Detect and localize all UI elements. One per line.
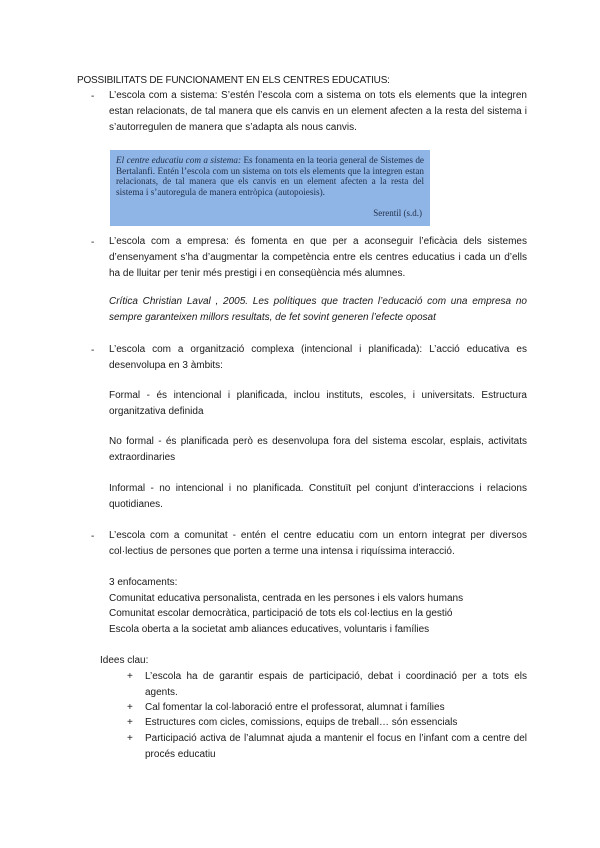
- plus-bullet: +: [127, 671, 133, 682]
- dash-bullet: -: [91, 237, 95, 248]
- enfocament-item: Comunitat educativa personalista, centrada en les persones i els valors humans: [109, 593, 464, 604]
- idees-label: Idees clau:: [100, 655, 149, 666]
- dash-bullet: -: [91, 345, 95, 356]
- empresa-critica: Crítica Christian Laval , 2005. Les polítiques que tracten l’educació com una empresa no sempre garanteixen millors resultats, de fet sovint generen l’efecte oposat: [109, 296, 527, 323]
- organitzacio-paragraph: L’escola com a organització complexa (intencional i planificada): L’acció educativa es desenvolupa en 3 àmbits:: [109, 344, 527, 371]
- informal-paragraph: Informal - no intencional i no planificada. Constituït pel conjunt d’interaccions i relacions quotidianes.: [109, 483, 527, 510]
- page-title: POSSIBILITATS DE FUNCIONAMENT EN ELS CENTRES EDUCATIUS:: [77, 75, 390, 86]
- dash-bullet: -: [91, 531, 95, 542]
- idea-item: L’escola ha de garantir espais de participació, debat i coordinació per a tots els agents.: [145, 671, 527, 698]
- quote-source: Serentil (s.d.): [373, 208, 422, 218]
- comunitat-paragraph: L’escola com a comunitat - entén el centre educatiu com un entorn integrat per diversos col·lectius de persones que porten a terme una intensa i riquíssima interacció.: [109, 530, 527, 557]
- no-formal-paragraph: No formal - és planificada però es desenvolupa fora del sistema escolar, esplais, activitats extraordinaries: [109, 436, 527, 463]
- plus-bullet: +: [127, 702, 133, 713]
- sistema-paragraph: L’escola com a sistema: S’estén l’escola com a sistema on tots els elements que la integren estan relacionats, de tal manera que els canvis en un element afecten a la resta del sistema i s’autorregulen de manera que s’adapta als nous canvis.: [109, 90, 527, 133]
- enfocaments-label: 3 enfocaments:: [109, 577, 178, 588]
- quote-box: [110, 150, 430, 226]
- dash-bullet: -: [91, 91, 95, 102]
- enfocament-item: Comunitat escolar democràtica, participació de tots els col·lectius en la gestió: [109, 608, 453, 619]
- plus-bullet: +: [127, 733, 133, 744]
- idea-item: Participació activa de l’alumnat ajuda a mantenir el focus en l’infant com a centre del procés educatiu: [145, 733, 527, 760]
- formal-paragraph: Formal - és intencional i planificada, inclou instituts, escoles, i universitats. Estructura organitzativa definida: [109, 390, 527, 417]
- idea-item: Cal fomentar la col·laboració entre el professorat, alumnat i famílies: [145, 702, 445, 713]
- enfocament-item: Escola oberta a la societat amb aliances educatives, voluntaris i famílies: [109, 624, 430, 635]
- plus-bullet: +: [127, 717, 133, 728]
- quote-label: El centre educatiu com a sistema:: [116, 155, 242, 165]
- quote-body: Es fonamenta en la teoria general de Sistemes de Bertalanfi. Entén l’escola com un sistema on tots els elements que la integren estan relacionats, de tal manera que els canvis en un element afecten a la resta del sistema i s’autoregula de manera entròpica (autopoiesis).: [116, 155, 424, 197]
- idea-item: Estructures com cicles, comissions, equips de treball… són essencials: [145, 717, 458, 728]
- empresa-paragraph: L’escola com a empresa: és fomenta en que per a aconseguir l’eficàcia dels sistemes d’ensenyament s’ha d’augmentar la competència entre els centres educatius i cada un d’ells ha de lluitar per tenir més prestigi i en conseqüència més alumnes.: [109, 236, 527, 279]
- quote-text: [116, 155, 424, 197]
